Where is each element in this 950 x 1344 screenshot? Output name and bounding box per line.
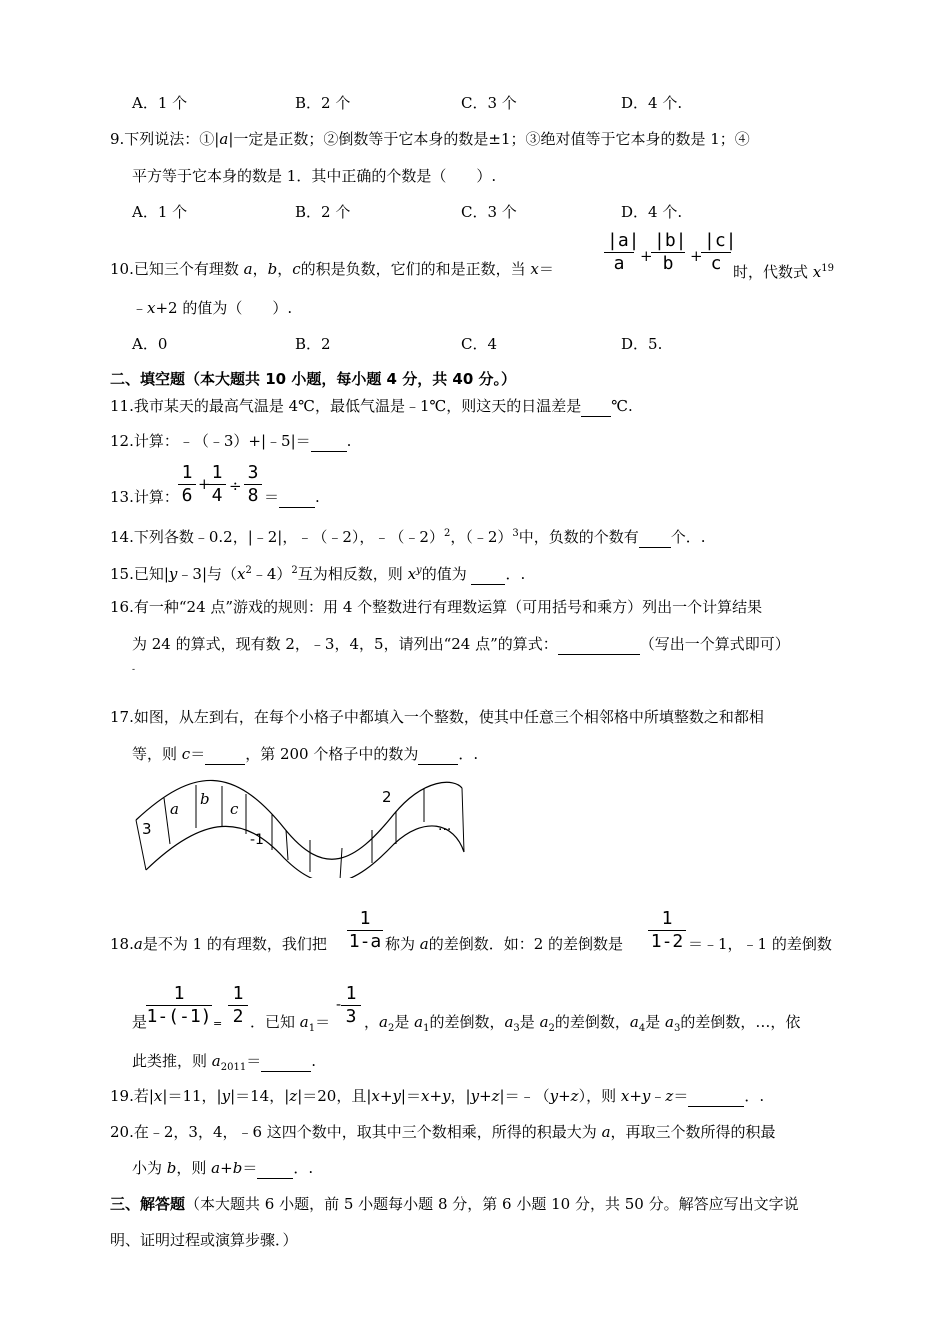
q19-x-2: x (371, 1087, 380, 1105)
q19 (110, 1086, 764, 1107)
q19-t5: ，| (450, 1087, 471, 1105)
q15-mid2: ﹣4） (251, 565, 292, 583)
q17-line-1: 17.如图，从左到右，在每个小格子中都填入一个整数，使其中任意三个相邻格中所填整数之和都相 (110, 708, 764, 726)
q12-text: 12.计算：﹣（﹣3）+|﹣5|＝ (110, 432, 311, 450)
q18-a4: a (629, 1013, 639, 1031)
q20-tail: ．. (293, 1159, 314, 1177)
q16-line-1: 16.有一种“24 点”游戏的规则：用 4 个整数进行有理数运算（可用括号和乘方）列出一个计算结果 (110, 598, 763, 616)
q18-eq2: = (213, 1017, 223, 1030)
q20-line2-pre: 小为 (132, 1159, 167, 1177)
q18-eq: ＝ (315, 1013, 331, 1031)
q19-x-3: x (420, 1087, 430, 1105)
q18-a2011: a (211, 1052, 221, 1070)
q10-sep-1: ， (252, 260, 268, 278)
q19-z-4: z (665, 1087, 674, 1105)
q9-text-b: |一定是正数；②倒数等于它本身的数是±1；③绝对值等于它本身的数是 1；④ (228, 130, 750, 148)
q12 (110, 431, 351, 452)
q13-answer-blank[interactable] (279, 487, 315, 508)
q17-cell-b: b (200, 790, 210, 808)
q15-var-x: x (237, 565, 246, 583)
q9-line-1 (110, 129, 750, 149)
q14 (110, 524, 706, 548)
q18-var-a: a (133, 935, 143, 953)
q19-plus-2: + (429, 1087, 443, 1105)
q18-line3-pre: 此类推，则 (132, 1052, 212, 1070)
q10-fraction-b (651, 230, 685, 275)
q18-sub-2011: 2011 (220, 1062, 247, 1073)
q20-line1-pre: 20.在﹣2，3，4，﹣6 这四个数中，取其中三个数相乘，所得的积最大为 (110, 1123, 602, 1141)
q18-known: ．已知 (250, 1013, 300, 1031)
q20-var-a-2: a (211, 1159, 221, 1177)
q18-fraction-3 (146, 983, 212, 1028)
q10-option-b: B．2 (295, 335, 331, 353)
q10-fraction-a (604, 230, 640, 275)
q19-plus-1: + (379, 1087, 393, 1105)
q18-var-a-2: a (419, 935, 429, 953)
q13-f2-num: 1 (208, 462, 226, 485)
q11-text: 11.我市某天的最高气温是 4℃，最低气温是﹣1℃，则这天的日温差是 (110, 397, 582, 415)
q19-minus: ﹣ (650, 1087, 666, 1105)
q18-line-1-tail: ＝﹣1，﹣1 的差倒数 (688, 935, 832, 953)
q18-a1: a (299, 1013, 309, 1031)
q13-f1-num: 1 (178, 462, 196, 485)
q18-a1-ref: a (414, 1013, 424, 1031)
q19-x-4: x (620, 1087, 630, 1105)
q10-tail-text: 时，代数式 (733, 263, 813, 281)
q9-var-a: a (219, 130, 229, 148)
q19-t3: |＝20，且| (297, 1087, 372, 1105)
q9-option-b: B．2 个 (295, 203, 351, 221)
q19-y-6: y (641, 1087, 651, 1105)
q14-post: 中，负数的个数有 (518, 528, 639, 546)
q17-eq: ＝ (190, 745, 206, 763)
q19-z: z (289, 1087, 298, 1105)
q13-fraction-1 (178, 462, 196, 507)
q15-mid4: 的值为 (421, 565, 472, 583)
q16-line-3: - (132, 665, 136, 675)
q20-plus: + (220, 1159, 233, 1177)
q18-recip-3: 的差倒数，…，依 (680, 1013, 801, 1031)
q20-line2-mid: ，则 (176, 1159, 212, 1177)
q13-end: . (315, 488, 320, 506)
q9-option-c: C．3 个 (461, 203, 517, 221)
q9-text-a: 9.下列说法：①| (110, 130, 220, 148)
q10-line-1 (110, 259, 554, 279)
q18-line-2-tail: ，$a_2$是 $a_1$的差倒数，$a_3$是 $a_2$的差倒数，$a_4$是 $a_3$的差倒数，…，依 (364, 1013, 801, 1034)
q17-cell-1: 3 (142, 820, 152, 838)
q20-eq: ＝ (242, 1159, 258, 1177)
q14-tail: 个．. (670, 528, 706, 546)
q20-line1-tail: ，再取三个数所得的积最 (610, 1123, 776, 1141)
q10-var-b: b (267, 260, 278, 278)
q18-f1-den: 1-a (348, 931, 382, 952)
q13-f3-num: 3 (244, 462, 262, 485)
q14-mid: ，（﹣2） (450, 528, 513, 546)
q13-fraction-3 (244, 462, 262, 507)
q8-option-b: B．2 个 (295, 94, 351, 112)
q15-pre: 15.已知| (110, 565, 169, 583)
section-3-desc-1: （本大题共 6 小题，前 5 小题每小题 8 分，第 6 小题 10 分，共 50 分。解答应写出文字说 (185, 1195, 799, 1213)
section-3-heading (110, 1194, 799, 1214)
q20-var-a: a (601, 1123, 611, 1141)
q14-answer-blank[interactable] (639, 527, 671, 548)
section-3-title: 三、解答题 (110, 1195, 186, 1213)
q18-fraction-5 (341, 983, 361, 1028)
q17-var-c: c (181, 745, 191, 763)
q10-text-b: 的积是负数，它们的和是正数，当 (300, 260, 531, 278)
q10-equals: ＝ (538, 260, 554, 278)
q19-plus-4: + (558, 1087, 571, 1105)
q17-cell-dividers (136, 785, 464, 878)
q19-x: x (153, 1087, 163, 1105)
q15 (110, 561, 525, 585)
q9-option-a: A．1 个 (132, 203, 188, 221)
q18-line-1 (110, 934, 327, 954)
q15-answer-blank[interactable] (471, 564, 505, 585)
q18-is-2: 是 (519, 1013, 540, 1031)
q12-answer-blank[interactable] (311, 431, 347, 452)
q17-cell-neg1: -1 (250, 832, 264, 848)
q18-fraction-2 (648, 908, 686, 953)
q10-line-1-tail (733, 259, 834, 282)
q18-is-3: 是 (645, 1013, 666, 1031)
q18-sub-2-ref: 2 (548, 1023, 555, 1034)
q10-plus-2: + (690, 247, 703, 265)
q14-exp-1: 2 (443, 528, 451, 539)
q18-line-2-pre: 是 (132, 1013, 148, 1031)
q18-sub-1-ref: 1 (423, 1023, 430, 1034)
q18-f1-num: 1 (347, 908, 383, 931)
q18-a3: a (504, 1013, 514, 1031)
q15-exp-y: y (416, 565, 422, 576)
q8-option-a: A．1 个 (132, 94, 188, 112)
q18-num: 18. (110, 935, 134, 953)
q10-option-d: D．5. (621, 335, 663, 353)
q19-plus-3: + (479, 1087, 492, 1105)
q15-mid1: ﹣3|与（ (177, 565, 238, 583)
q17-cell-2: 2 (382, 788, 392, 806)
q19-answer-blank[interactable] (688, 1086, 744, 1107)
q17-answer-blank-c[interactable] (205, 744, 245, 765)
q10-var-c: c (292, 260, 301, 278)
q13-tail (264, 487, 320, 508)
q10-fraction-c (701, 230, 737, 275)
section-2-heading: 二、填空题（本大题共 10 小题，每小题 4 分，共 40 分。） (110, 370, 517, 388)
q15-exp-1: 2 (245, 565, 252, 576)
q16-answer-blank[interactable] (558, 634, 640, 655)
q20-var-b-2: b (232, 1159, 243, 1177)
q19-y-5: y (549, 1087, 559, 1105)
q9-option-d: D．4 个. (621, 203, 683, 221)
q17-cell-ellipsis: ... (438, 818, 452, 834)
q16-line-2 (132, 634, 790, 655)
q20-answer-blank[interactable] (257, 1158, 293, 1179)
q15-mid3: 互为相反数，则 (297, 565, 408, 583)
q13-op-1: + (198, 475, 211, 493)
q18-f4-den: 2 (232, 1006, 244, 1027)
q10-exponent: 19 (821, 263, 834, 274)
q18-mid2: 称为 (385, 935, 420, 953)
q18-sub-3-ref: 3 (673, 1023, 681, 1034)
q18-mid: 是不为 1 的有理数，我们把 (142, 935, 327, 953)
q15-var-y: y (168, 565, 178, 583)
q10-sep-2: ， (277, 260, 293, 278)
q10-line2-pre: ﹣ (132, 299, 148, 317)
q18-f2-num: 1 (648, 908, 686, 931)
q13-label: 13.计算： (110, 488, 179, 506)
q18-sub-2: 2 (387, 1023, 395, 1034)
q16-line2-post: （写出一个算式即可） (639, 635, 790, 653)
q18-recip-1: 的差倒数， (429, 1013, 505, 1031)
q19-y-4: y (470, 1087, 480, 1105)
q18-a2-ref: a (539, 1013, 549, 1031)
q15-tail: ．. (505, 565, 526, 583)
q19-tail: ．. (744, 1087, 765, 1105)
q10-text-a: 10.已知三个有理数 (110, 260, 244, 278)
q19-y: y (221, 1087, 231, 1105)
q18-minus: - (336, 995, 342, 1013)
q17-line2-pre: 等，则 (132, 745, 182, 763)
q19-pre: 19.若| (110, 1087, 154, 1105)
q18-sub-4: 4 (638, 1023, 646, 1034)
q18-a3-ref: a (665, 1013, 674, 1031)
q19-t7: ），则 (578, 1087, 621, 1105)
q19-t4: |＝ (400, 1087, 421, 1105)
q13-op-2: ÷ (229, 477, 242, 495)
q10-option-c: C．4 (461, 335, 498, 353)
q9-line-2: 平方等于它本身的数是 1．其中正确的个数是（ ）. (132, 167, 497, 185)
q19-y-3: y (442, 1087, 451, 1105)
q13-eq: ＝ (264, 488, 280, 506)
q10-frac1-den: a (613, 253, 625, 274)
q18-sub-3: 3 (513, 1023, 520, 1034)
q19-t6: |＝﹣（ (499, 1087, 550, 1105)
q15-exp-2: 2 (291, 565, 298, 576)
q19-t1: |＝11，| (162, 1087, 222, 1105)
q18-eq-3: ＝ (246, 1052, 262, 1070)
q10-frac2-den: b (662, 253, 674, 274)
q20-line-2 (132, 1158, 313, 1179)
q17-answer-blank-200[interactable] (418, 744, 458, 765)
q18-line-1b (385, 934, 623, 954)
q10-frac3-num: |c| (701, 230, 731, 253)
q19-t2: |＝14，| (230, 1087, 290, 1105)
q10-plus-1: + (640, 247, 653, 265)
q19-y-2: y (392, 1087, 401, 1105)
q10-line-2 (132, 298, 292, 318)
q10-option-a: A．0 (132, 335, 168, 353)
q18-line-2-mid (250, 1012, 330, 1039)
q13-f1-den: 6 (181, 485, 193, 506)
q19-eq: ＝ (673, 1087, 689, 1105)
q10-frac1-num: |a| (604, 230, 634, 253)
q18-is-1: 是 (394, 1013, 415, 1031)
q18-sub-1: 1 (308, 1023, 316, 1034)
q17-tail: ．. (458, 745, 479, 763)
q12-tail: . (346, 432, 352, 450)
q15-var-x-2: x (407, 565, 417, 583)
q18-recip-2: 的差倒数， (554, 1013, 630, 1031)
q8-option-d: D．4 个. (621, 94, 683, 112)
q13-f2-den: 4 (211, 485, 223, 506)
q19-z-3: z (570, 1087, 579, 1105)
q18-line3-tail: . (311, 1052, 316, 1070)
q10-var-x-2: x (812, 263, 822, 281)
q17-mid: ，第 200 个格子中的数为 (245, 745, 419, 763)
q13-fraction-2 (208, 462, 226, 507)
q17-line-2 (132, 744, 478, 765)
q13-f3-den: 8 (247, 485, 259, 506)
q17-cell-a: a (170, 800, 179, 818)
q18-f5-num: 1 (341, 983, 361, 1006)
q18-f2-den: 1-2 (650, 931, 684, 952)
q8-option-c: C．3 个 (461, 94, 517, 112)
q18-f3-num: 1 (146, 983, 212, 1006)
q18-f3-den: 1-(-1) (146, 1006, 212, 1027)
q10-var-a: a (243, 260, 253, 278)
q18-f5-den: 3 (345, 1006, 357, 1027)
q18-fraction-4 (228, 983, 248, 1028)
q11-tail: ℃. (611, 397, 633, 415)
q17-cell-c: c (230, 800, 239, 818)
section-3-desc-2: 明、证明过程或演算步骤．） (110, 1231, 298, 1249)
q17-wave-top (136, 780, 462, 859)
q11-answer-blank[interactable] (581, 396, 611, 417)
q20-line-1 (110, 1122, 776, 1142)
q10-var-x: x (530, 260, 539, 278)
q14-text: 14.下列各数﹣0.2，|﹣2|，﹣（﹣2），﹣（﹣2） (110, 528, 444, 546)
q14-exp-2: 3 (512, 528, 519, 539)
q18-f4-num: 1 (228, 983, 248, 1006)
q18-mid3: 的差倒数．如：2 的差倒数是 (428, 935, 624, 953)
q18-line-3 (132, 1051, 316, 1078)
q17-wave-figure (134, 778, 474, 878)
q19-plus-5: + (629, 1087, 642, 1105)
q18-answer-blank[interactable] (261, 1051, 311, 1072)
q10-frac3-den: c (710, 253, 722, 274)
q11 (110, 396, 633, 417)
q18-fraction-1 (347, 908, 383, 953)
q10-var-x-3: x (147, 299, 156, 317)
q10-frac2-num: |b| (651, 230, 685, 253)
q20-var-b: b (166, 1159, 177, 1177)
q10-line2-post: +2 的值为（ ）. (155, 299, 293, 317)
q17-wave-bottom (146, 826, 464, 878)
q19-z-2: z (491, 1087, 500, 1105)
q16-line2-pre: 为 24 的算式，现有数 2，﹣3，4，5，请列出“24 点”的算式： (132, 635, 558, 653)
q18-a2: a (379, 1013, 388, 1031)
